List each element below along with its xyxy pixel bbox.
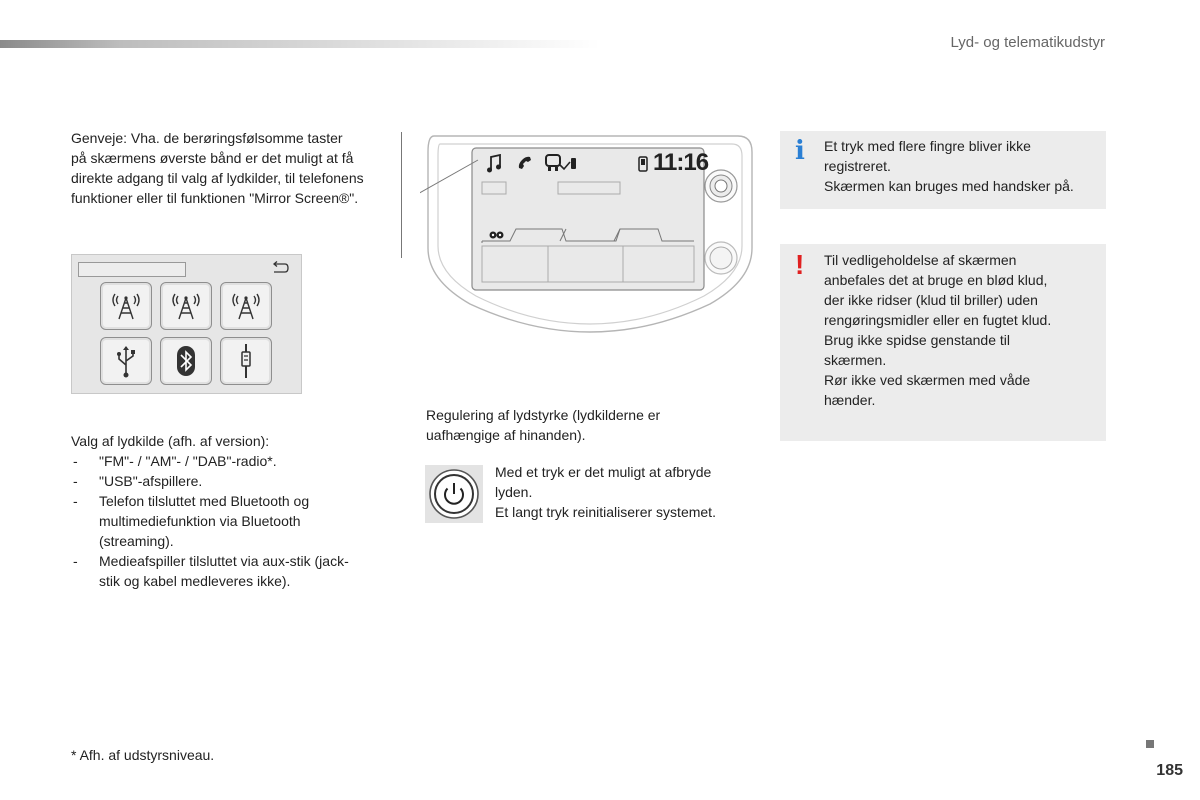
warning-text (824, 250, 1104, 410)
usb-source-button[interactable] (100, 337, 152, 385)
text-line: "FM"- / "AM"- / "DAB"-radio*. (99, 453, 277, 469)
source-intro: Valg af lydkilde (afh. af version): (71, 433, 270, 449)
text-line: registreret. (824, 158, 891, 174)
text-line: anbefales det at bruge en blød klud, (824, 272, 1048, 288)
text-line: multimediefunktion via Bluetooth (99, 513, 301, 529)
fm-am-dab-radio-button[interactable] (220, 282, 272, 330)
text-line: lyden. (495, 484, 533, 500)
info-box (780, 131, 1106, 209)
info-icon: i (795, 136, 805, 166)
text-line: Et tryk med flere fingre bliver ikke (824, 138, 1031, 154)
text-line: Skærmen kan bruges med handsker på. (824, 178, 1074, 194)
text-line: Regulering af lydstyrke (lydkilderne er (426, 407, 661, 423)
list-item (71, 551, 391, 591)
list-item (71, 491, 391, 551)
power-button-illustration (425, 465, 483, 523)
source-list (71, 451, 391, 591)
text-line: rengøringsmidler eller en fugtet klud. (824, 312, 1052, 328)
text-line: (streaming). (99, 533, 174, 549)
aux-jack-icon (221, 338, 271, 384)
head-unit-illustration (420, 128, 760, 340)
text-line: - Medieafspiller tilsluttet via aux-stik (jack- (99, 553, 349, 569)
text-line: Til vedligeholdelse af skærmen (824, 252, 1017, 268)
text-line: direkte adgang til valg af lydkilder, til telefonens (71, 170, 364, 186)
navigation-tab-icon[interactable] (489, 230, 505, 240)
text-line: på skærmens øverste bånd er det muligt at få (71, 150, 354, 166)
radio-icon (101, 283, 151, 329)
music-note-icon[interactable] (486, 154, 502, 174)
divider-line (401, 132, 402, 258)
shortcut-paragraph (71, 128, 401, 208)
bluetooth-icon (161, 338, 211, 384)
radio-icon (161, 283, 211, 329)
source-panel (71, 254, 302, 394)
text-line: "USB"-afspillere. (99, 473, 203, 489)
fm-am-dab-radio-button[interactable] (160, 282, 212, 330)
aux-source-button[interactable] (220, 337, 272, 385)
text-line: skærmen. (824, 352, 887, 368)
text-line: Et langt tryk reinitialiserer systemet. (495, 504, 716, 520)
text-line: hænder. (824, 392, 876, 408)
power-paragraph (495, 462, 755, 522)
page-marker (1146, 740, 1154, 748)
page-number: 185 (1156, 762, 1183, 779)
section-title: Lyd- og telematikudstyr (950, 34, 1105, 51)
car-phone-icon[interactable] (544, 152, 578, 174)
header-bar (0, 40, 600, 48)
text-line: uafhængige af hinanden). (426, 427, 586, 443)
usb-icon (101, 338, 151, 384)
warning-icon: ! (795, 249, 805, 280)
warning-box (780, 244, 1106, 441)
text-line: Med et tryk er det muligt at afbryde (495, 464, 712, 480)
list-item (71, 471, 391, 491)
source-selection-text (71, 431, 391, 591)
info-text (824, 136, 1104, 196)
radio-icon (221, 283, 271, 329)
text-line: Genveje: Vha. de berøringsfølsomme taster (71, 130, 343, 146)
text-line: - Telefon tilsluttet med Bluetooth og (99, 493, 310, 509)
clock-display: 11:16 (653, 149, 709, 176)
back-icon[interactable] (270, 261, 290, 275)
text-line: der ikke ridser (klud til briller) uden (824, 292, 1038, 308)
fm-am-dab-radio-button[interactable] (100, 282, 152, 330)
footnote: * Afh. af udstyrsniveau. (71, 747, 215, 763)
list-item (71, 451, 391, 471)
text-line: Brug ikke spidse genstande til (824, 332, 1010, 348)
power-button[interactable] (425, 465, 483, 523)
phone-icon[interactable] (516, 154, 534, 172)
text-line: funktioner eller til funktionen "Mirror Screen®". (71, 190, 359, 206)
source-title-field (78, 262, 186, 277)
text-line: Rør ikke ved skærmen med våde (824, 372, 1031, 388)
mobile-icon[interactable] (638, 156, 648, 172)
text-line: stik og kabel medleveres ikke). (99, 573, 291, 589)
bluetooth-source-button[interactable] (160, 337, 212, 385)
volume-paragraph (426, 405, 746, 445)
